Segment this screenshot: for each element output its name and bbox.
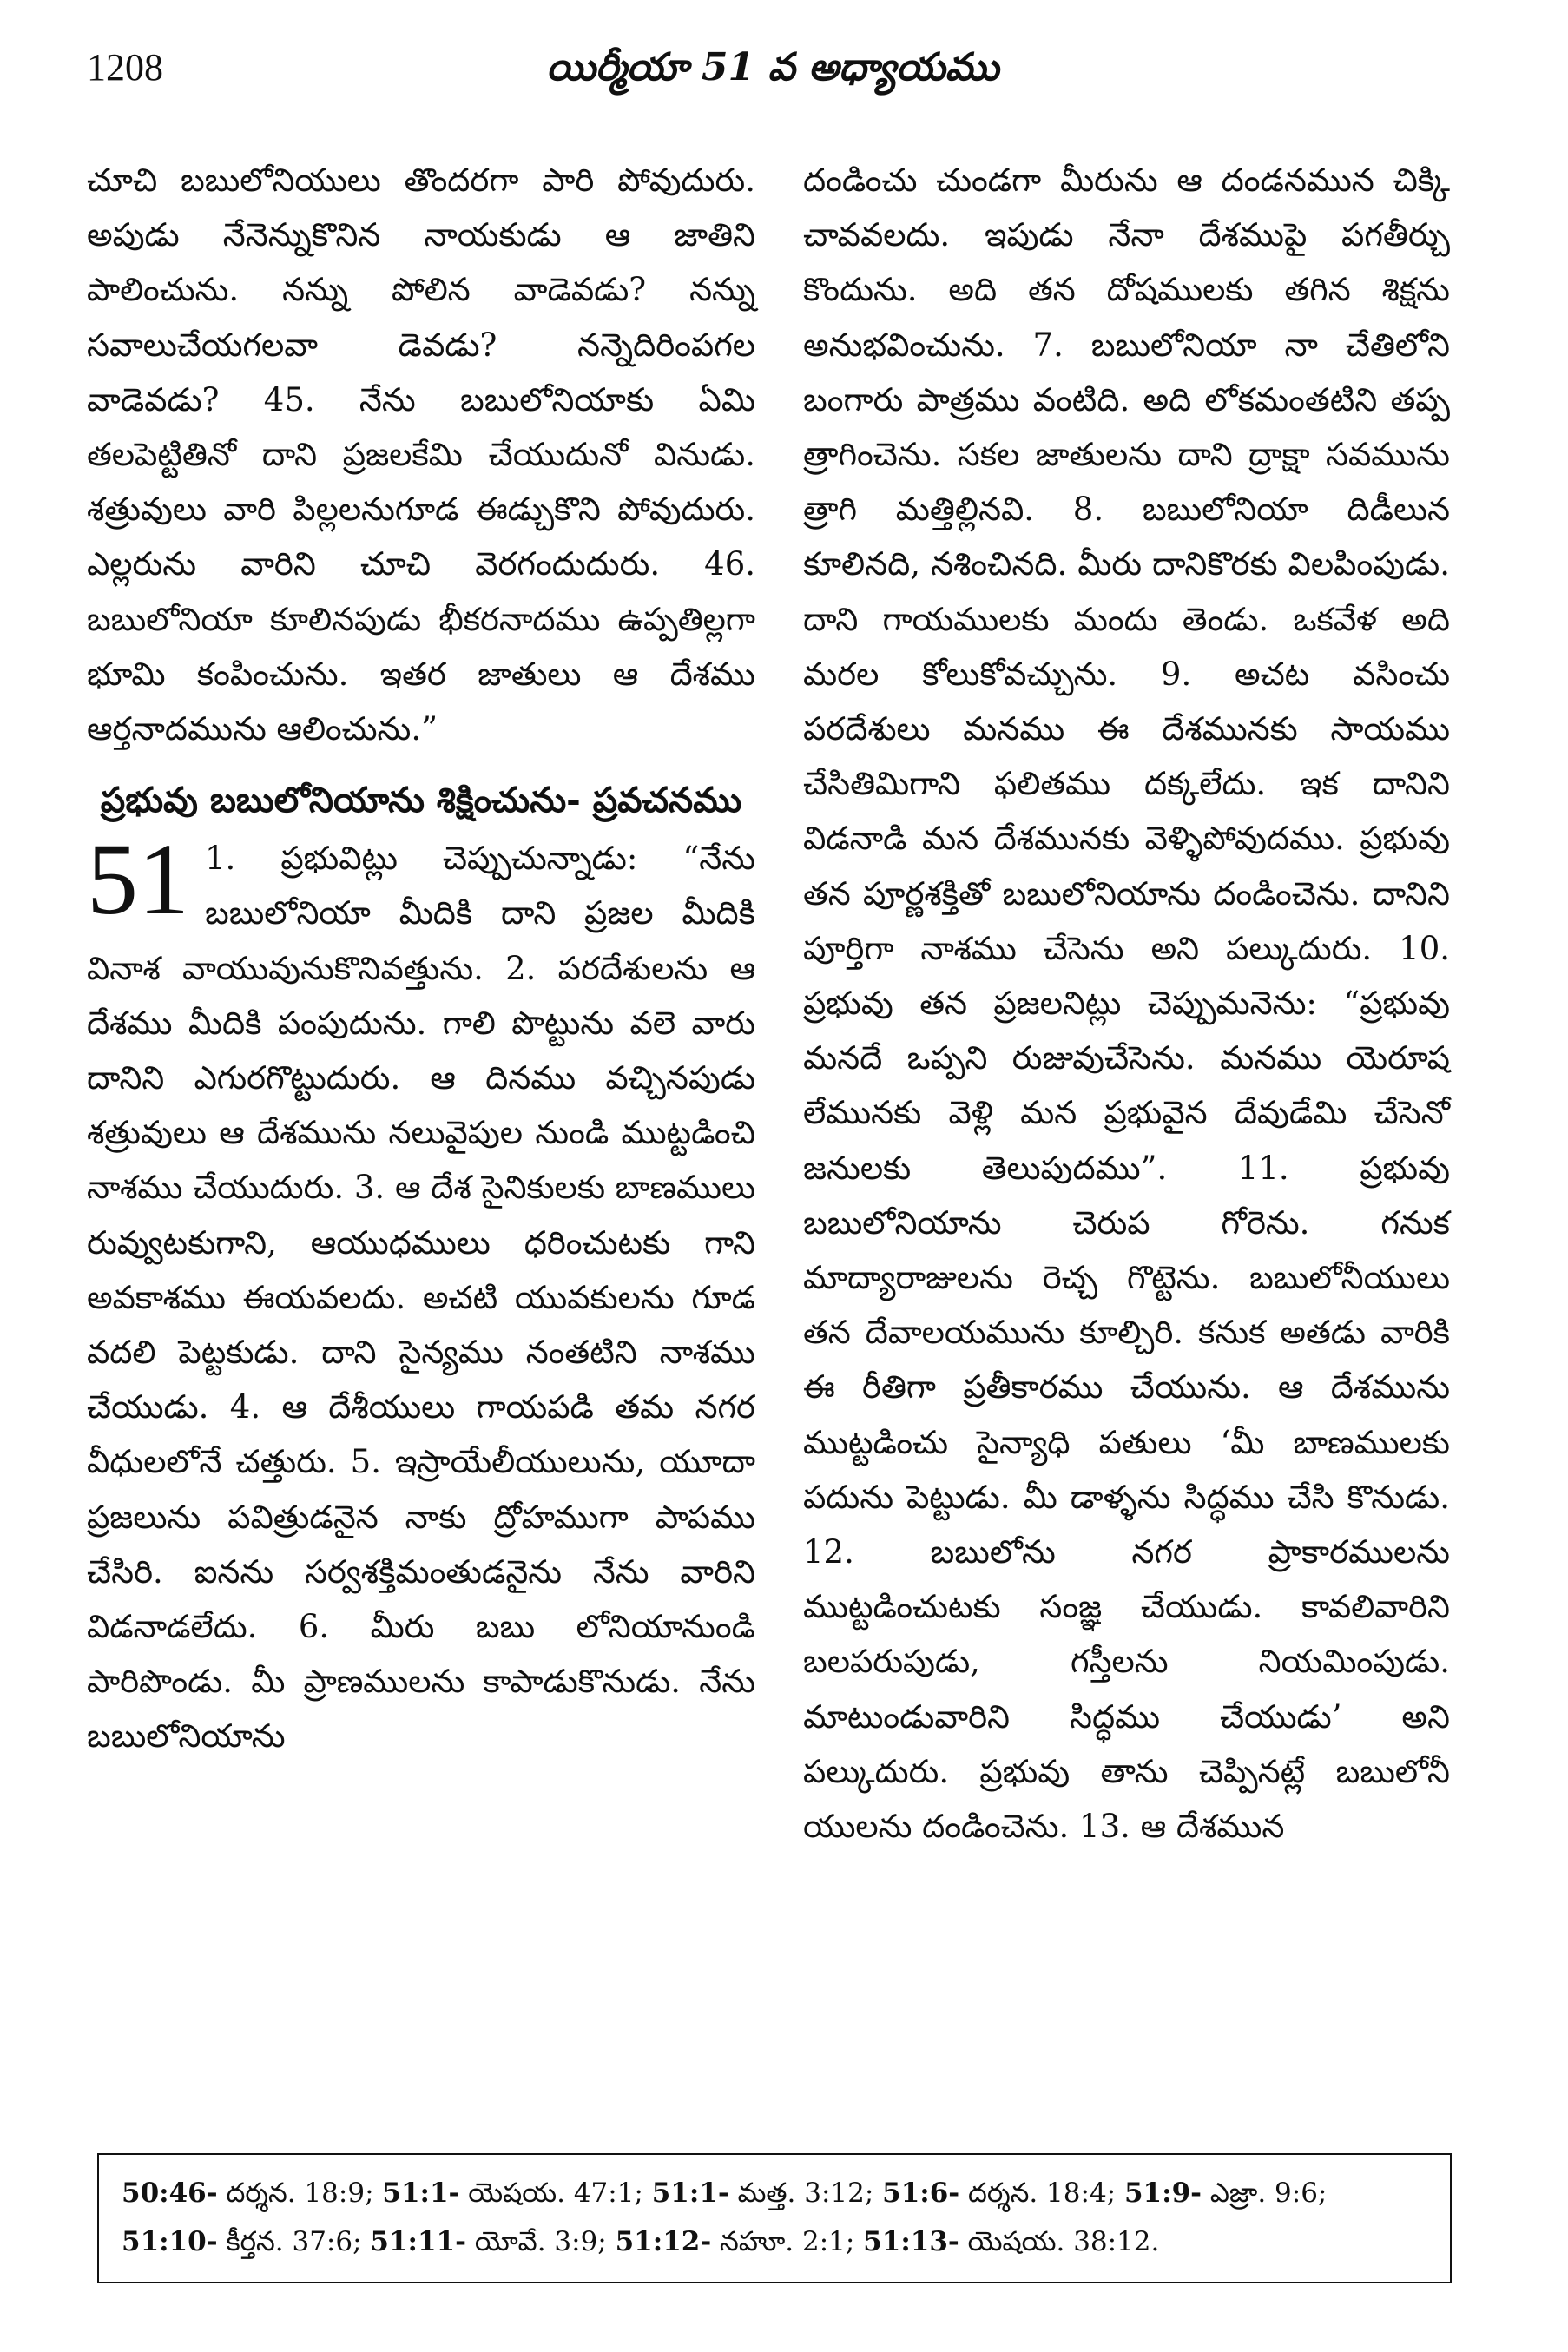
cross-reference [882,2177,1124,2209]
cross-reference [863,2226,1159,2257]
xref-ref: 51:9- [1123,2177,1202,2209]
left-column [87,153,755,1764]
xref-text: యెషయ. 47:1; [459,2177,652,2209]
xref-text: దర్శన. 18:4; [959,2177,1124,2209]
xref-text: మత్త. 3:12; [728,2177,883,2209]
xref-ref: 51:11- [370,2226,466,2257]
xref-ref: 51:1- [651,2177,729,2209]
cross-reference [616,2226,864,2257]
xref-ref: 51:13- [863,2226,959,2257]
cross-reference [652,2177,882,2209]
cross-reference [382,2177,651,2209]
page-number: 1208 [87,46,163,89]
xref-text: యోవే. 3:9; [466,2226,616,2257]
cross-reference [122,2177,382,2209]
cross-reference-list [122,2177,1327,2257]
running-title: యిర్మీయా 51 వ అధ్యాయము [546,45,999,89]
chapter-number: 51 [87,822,189,937]
section-heading: ప్రభువు బబులోనియాను శిక్షించును- ప్రవచనము [100,780,742,821]
xref-text: కీర్తన. 37:6; [217,2226,371,2257]
chapter-paragraph [87,822,755,1763]
cross-reference [122,2226,370,2257]
cross-reference [370,2226,615,2257]
xref-ref: 51:10- [122,2226,218,2257]
xref-ref: 51:6- [882,2177,960,2209]
xref-ref: 50:46- [122,2177,218,2209]
xref-text: దర్శన. 18:9; [217,2177,383,2209]
xref-text: యెషయ. 38:12. [959,2226,1160,2257]
xref-ref: 51:1- [382,2177,460,2209]
xref-text: నహూ. 2:1; [711,2226,864,2257]
page-header [87,45,1459,106]
cross-reference-box [97,2153,1452,2283]
chapter-text: 1. ప్రభువిట్లు చెప్పుచున్నాడు: “నేను బబులోనియా మీదికి దాని ప్రజల మీదికి వినాశ వాయువునుకొనివత్తును. 2. పరదేశులను ఆ దేశము మీదికి పంపుదును. గాలి పొట్టును వలె వారు దానిని ఎగురగొట్టుదురు. ఆ దినము వచ్చినపుడు శత్రువులు ఆ దేశమును నలువైపుల నుండి ముట్టడించి నాశము చేయుదురు. 3. ఆ దేశ సైనికులకు బాణములు రువ్వుటకుగాని, ఆయుధములు ధరించుటకు గాని అవకాశము ఈయవలదు. అచటి యువకులను గూడ వదలి పెట్టకుడు. దాని సైన్యము నంతటిని నాశము చేయుడు. 4. ఆ దేశీయులు గాయపడి తమ నగర వీధులలోనే చత్తురు. 5. ఇస్రాయేలీయులును, యూదా ప్రజలును పవిత్రుడనైన నాకు ద్రోహముగా పాపము చేసిరి. ఐనను సర్వశక్తిమంతుడనైను నేను వారిని విడనాడలేదు. 6. మీరు బబు లోనియానుండి పారిపొండు. మీ ప్రాణములను కాపాడుకొనుడు. నేను బబులోనియాను [87,840,755,1756]
cross-reference [1124,2177,1327,2209]
intro-paragraph: చూచి బబులోనియులు తొందరగా పారి పోవుదురు. అపుడు నేనెన్నుకొనిన నాయకుడు ఆ జాతిని పాలించును. నన్ను పోలిన వాడెవడు? నన్ను సవాలుచేయగలవా డెవడు? నన్నెదిరింపగల వాడెవడు? 45. నేను బబులోనియాకు ఏమి తలపెట్టితినో దాని ప్రజలకేమి చేయుదునో వినుడు. శత్రువులు వారి పిల్లలనుగూడ ఈడ్చుకొని పోవుదురు. ఎల్లరును వారిని చూచి వెరగందుదురు. 46. బబులోనియా కూలినపుడు భీకరనాదము ఉప్పతిల్లగా భూమి కంపించును. ఇతర జాతులు ఆ దేశము ఆర్తనాదమును ఆలించును.” [87,161,755,748]
right-column-paragraph: దండించు చుండగా మీరును ఆ దండనమున చిక్కి చావవలదు. ఇపుడు నేనా దేశముపై పగతీర్చు కొందును. అది తన దోషములకు తగిన శిక్షను అనుభవించును. 7. బబులోనియా నా చేతిలోని బంగారు పాత్రము వంటిది. అది లోకమంతటిని తప్ప త్రాగించెను. సకల జాతులను దాని ద్రాక్షా సవమును త్రాగి మత్తిల్లినవి. 8. బబులోనియా దిడీలున కూలినది, నశించినది. మీరు దానికొరకు విలపింపుడు. దాని గాయములకు మందు తెండు. ఒకవేళ అది మరల కోలుకోవచ్చును. 9. అచట వసించు పరదేశులు మనము ఈ దేశమునకు సాయము చేసితిమిగాని ఫలితము దక్కలేదు. ఇక దానిని విడనాడి మన దేశమునకు వెళ్ళిపోవుదము. ప్రభువు తన పూర్ణశక్తితో బబులోనియాను దండించెను. దానిని పూర్తిగా నాశము చేసెను అని పల్కుదురు. 10. ప్రభువు తన ప్రజలనిట్లు చెప్పుమనెను: “ప్రభువు మనదే ఒప్పని రుజువుచేసెను. మనము యెరూష లేమునకు వెళ్లి మన ప్రభువైన దేవుడేమి చేసెనో జనులకు తెలుపుదము”. 11. ప్రభువు బబులోనియాను చెరుప గోరెను. గనుక మాద్యారాజులను రెచ్చ గొట్టెను. బబులోనీయులు తన దేవాలయమును కూల్చిరి. కనుక అతడు వారికి ఈ రీతిగా ప్రతీకారము చేయును. ఆ దేశమును ముట్టడించు సైన్యాధి పతులు ‘మీ బాణములకు పదును పెట్టుడు. మీ డాళ్ళను సిద్ధము చేసి కొనుడు. 12. బబులోను నగర ప్రాకారములను ముట్టడించుటకు సంజ్ఞ చేయుడు. కావలివారిని బలపరుపుడు, గస్తీలను నియమింపుడు. మాటుండువారిని సిద్ధము చేయుడు’ అని పల్కుదురు. ప్రభువు తాను చెప్పినట్లే బబులోనీ యులను దండించెను. 13. ఆ దేశమున [803,161,1450,1846]
right-column [803,153,1450,1854]
xref-ref: 51:12- [615,2226,712,2257]
xref-text: ఎజ్రా. 9:6; [1202,2177,1328,2209]
